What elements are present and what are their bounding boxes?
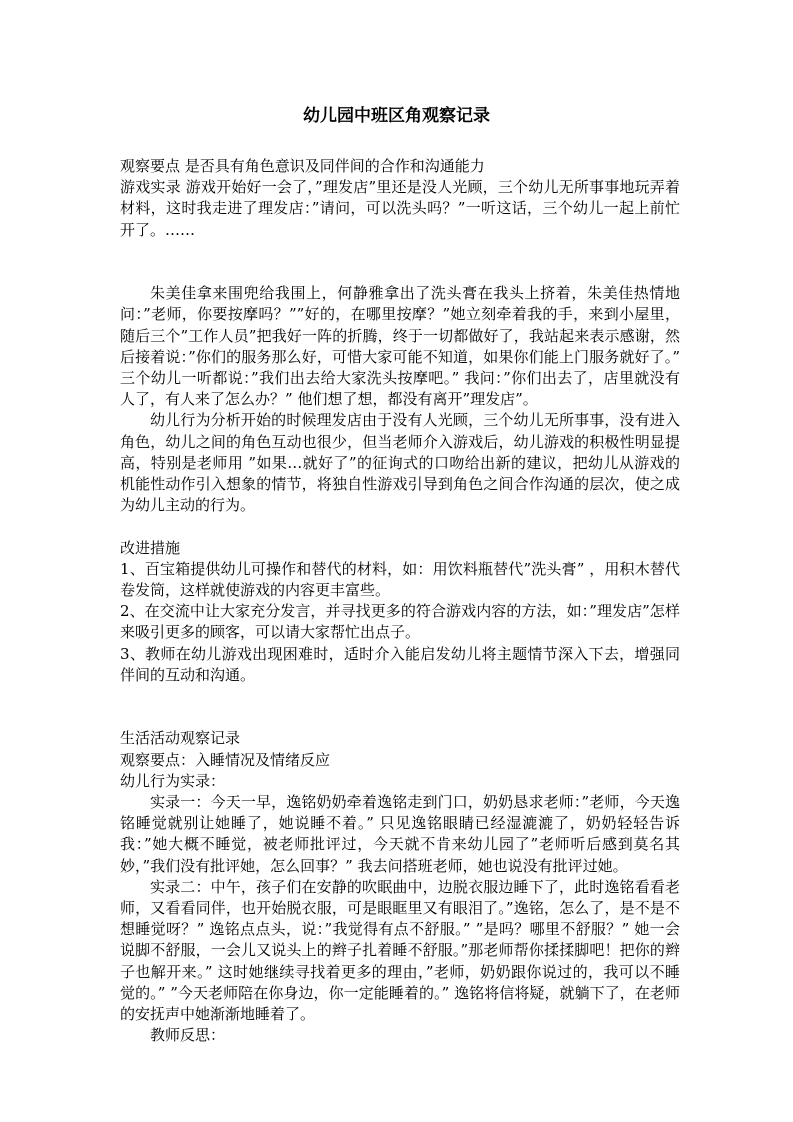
- improvement-item: 1、百宝箱提供幼儿可操作和替代的材料，如：用饮料瓶替代”洗头膏” ，用积木替代卷发筒，这样就使游戏的内容更丰富些。: [120, 559, 680, 600]
- improvements-heading: 改进措施: [120, 538, 181, 557]
- observation-point: 观察要点 是否具有角色意识及同伴间的合作和沟通能力: [120, 157, 485, 175]
- record-one-paragraph: 实录一：今天一早，逸铭奶奶牵着逸铭走到门口，奶奶恳求老师：”老师，今天逸铭睡觉就别让她睡了，她说睡不着。” 只见逸铭眼睛已经湿漉漉了，奶奶轻轻告诉我：”她大概不睡觉，被老师批评过，今天就不肯来幼儿园了”老师听后感到莫名其妙，”我们没有批评她，怎么回事？” 我去问搭班老师，她也说没有批评过她。: [120, 793, 680, 875]
- improvement-item: 3、教师在幼儿游戏出现困难时，适时介入能启发幼儿将主题情节深入下去，增强同伴间的互动和沟通。: [120, 644, 680, 684]
- behavior-analysis-paragraph: 幼儿行为分析开始的时候理发店由于没有人光顾，三个幼儿无所事事，没有进入角色，幼儿之间的角色互动也很少，但当老师介入游戏后，幼儿游戏的积极性明显提高，特别是老师用 ”如果…就好了”的征询式的口吻给出新的建议，把幼儿从游戏的机能性动作引入想象的情节，将独自性游戏引导到角色之间合作沟通的层次，使之成为幼儿主动的行为。: [120, 411, 680, 515]
- sleep-observation-point: 观察要点：入睡情况及情绪反应: [120, 750, 331, 769]
- life-activity-heading: 生活活动观察记录: [120, 729, 241, 748]
- game-record-paragraph: 朱美佳拿来围兜给我围上，何静雅拿出了洗头膏在我头上挤着，朱美佳热情地问：”老师，你要按摩吗？””好的，在哪里按摩？”她立刻牵着我的手，来到小屋里，随后三个”工作人员”把我好一阵的折腾，终于一切都做好了，我站起来表示感谢，然后接着说：”你们的服务那么好，可惜大家可能不知道，如果你们能上门服务就好了。” 三个幼儿一听都说：”我们出去给大家洗头按摩吧。” 我问：”你们出去了，店里就没有人了，有人来了怎么办？” 他们想了想，都没有离开”理发店”。: [120, 284, 680, 409]
- document-body: [120, 156, 680, 1046]
- document-title: 幼儿园中班区角观察记录: [303, 106, 490, 126]
- teacher-reflection-label: 教师反思：: [150, 1026, 226, 1045]
- spacer: [120, 686, 680, 728]
- behavior-record-label: 幼儿行为实录：: [120, 771, 226, 790]
- improvement-item: 2、在交流中让大家充分发言，并寻找更多的符合游戏内容的方法，如：”理发店”怎样来吸引更多的顾客，可以请大家帮忙出点子。: [120, 602, 680, 642]
- spacer: [120, 516, 680, 537]
- game-record: 游戏实录 游戏开始好一会了，”理发店”里还是没人光顾，三个幼儿无所事事地玩弄着材料，这时我走进了理发店：”请问，可以洗头吗？”一听这话，三个幼儿一起上前忙开了。……: [120, 178, 680, 239]
- spacer: [120, 241, 680, 283]
- record-two-paragraph: 实录二：中午，孩子们在安静的吹眠曲中，边脱衣服边睡下了，此时逸铭看看老师，又看看同伴，也开始脱衣服，可是眼眶里又有眼泪了。”逸铭，怎么了，是不是不想睡觉呀？” 逸铭点点头，说：”我觉得有点不舒服。” ”是吗？哪里不舒服？” 她一会说脚不舒服，一会儿又说头上的辫子扎着睡不舒服。”那老师帮你揉揉脚吧！把你的辫子也解开来。” 这时她继续寻找着更多的理由，”老师，奶奶跟你说过的，我可以不睡觉的。” ”今天老师陪在你身边，你一定能睡着的。” 逸铭将信将疑，就躺下了，在老师的安抚声中她渐渐地睡着了。: [120, 877, 680, 1024]
